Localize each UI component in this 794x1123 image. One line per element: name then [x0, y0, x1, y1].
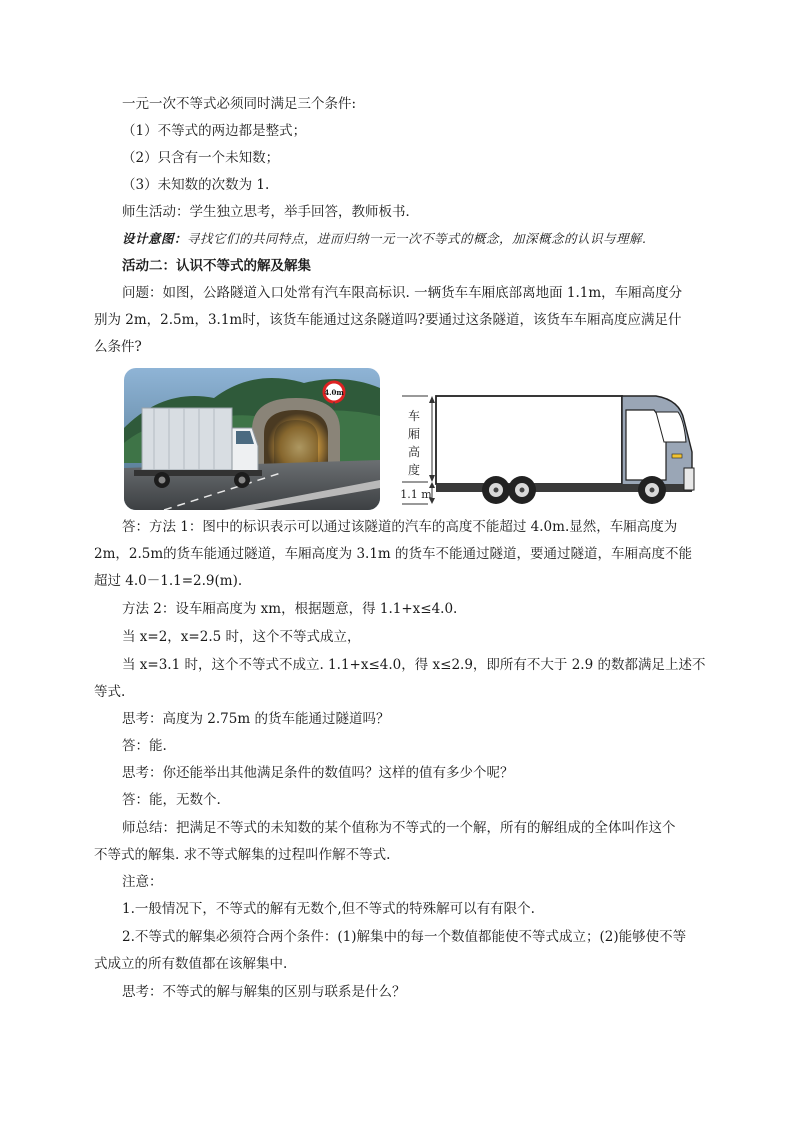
answer-1: 答：能.	[122, 738, 167, 754]
teacher-summary-line-2: 不等式的解集. 求不等式解集的过程叫作解不等式.	[94, 847, 391, 863]
height-label-char-1: 车	[407, 409, 421, 423]
think-question-3: 思考：不等式的解与解集的区别与联系是什么？	[122, 984, 406, 1000]
note-heading: 注意：	[122, 874, 163, 890]
think-question-1: 思考：高度为 2.75m 的货车能通过隧道吗？	[122, 711, 390, 727]
height-label-char-2: 厢	[407, 427, 421, 441]
condition-1: （1）不等式的两边都是整式；	[122, 123, 307, 139]
height-label-char-3: 高	[407, 445, 421, 459]
base-height-label: 1.1 m	[400, 488, 432, 501]
conditions-intro: 一元一次不等式必须同时满足三个条件:	[122, 96, 357, 112]
condition-2: （2）只含有一个未知数；	[122, 150, 280, 166]
question-line-2: 别为 2m，2.5m，3.1m时，该货车能通过这条隧道吗?要通过这条隧道，该货车车厢高度应满足什	[94, 312, 682, 328]
question-line-3: 么条件?	[94, 339, 142, 355]
activity-two-heading: 活动二：认识不等式的解及解集	[122, 258, 311, 274]
note-2-line-2: 式成立的所有数值都在该解集中.	[94, 956, 288, 972]
height-label-char-4: 度	[407, 463, 421, 477]
teacher-student-activity: 师生活动：学生独立思考，举手回答，教师板书．	[122, 204, 419, 220]
design-intent-label: 设计意图：	[122, 231, 188, 246]
case-x-3-1-line-1: 当 x=3.1 时，这个不等式不成立. 1.1+x≤4.0，得 x≤2.9，即所有不大于 2.9 的数都满足上述不	[122, 657, 706, 673]
tunnel-photo	[124, 368, 380, 510]
design-intent	[122, 229, 647, 249]
method-2-line: 方法 2：设车厢高度为 xm，根据题意，得 1.1+x≤4.0.	[122, 601, 458, 617]
note-1: 1.一般情况下，不等式的解有无数个,但不等式的特殊解可以有有限个.	[122, 901, 535, 917]
note-2-line-1: 2.不等式的解集必须符合两个条件：(1)解集中的每一个数值都能使不等式成立；(2)能够使不等	[122, 929, 687, 945]
truck-diagram	[392, 368, 704, 510]
case-x-2: 当 x=2，x=2.5 时，这个不等式成立，	[122, 629, 361, 645]
answer-method-1-line-1: 答：方法 1：图中的标识表示可以通过该隧道的汽车的高度不能超过 4.0m.显然，车厢高度为	[122, 519, 678, 535]
answer-method-1-line-2: 2m，2.5m的货车能通过隧道，车厢高度为 3.1m 的货车不能通过隧道，要通过隧道，车厢高度不能	[94, 546, 693, 562]
case-x-3-1-line-2: 等式.	[94, 684, 126, 700]
design-intent-text: 寻找它们的共同特点，进而归纳一元一次不等式的概念，加深概念的认识与理解.	[187, 231, 647, 246]
answer-method-1-line-3: 超过 4.0－1.1=2.9(m).	[94, 573, 243, 589]
teacher-summary-line-1: 师总结：把满足不等式的未知数的某个值称为不等式的一个解，所有的解组成的全体叫作这个	[122, 820, 676, 836]
question-line-1: 问题：如图，公路隧道入口处常有汽车限高标识. 一辆货车车厢底部离地面 1.1m，车厢高度分	[122, 285, 683, 301]
answer-2: 答：能，无数个.	[122, 792, 221, 808]
think-question-2: 思考：你还能举出其他满足条件的数值吗？这样的值有多少个呢？	[122, 765, 514, 781]
condition-3: （3）未知数的次数为 1.	[122, 177, 270, 193]
height-limit-sign-text: 4.0m	[324, 388, 344, 397]
